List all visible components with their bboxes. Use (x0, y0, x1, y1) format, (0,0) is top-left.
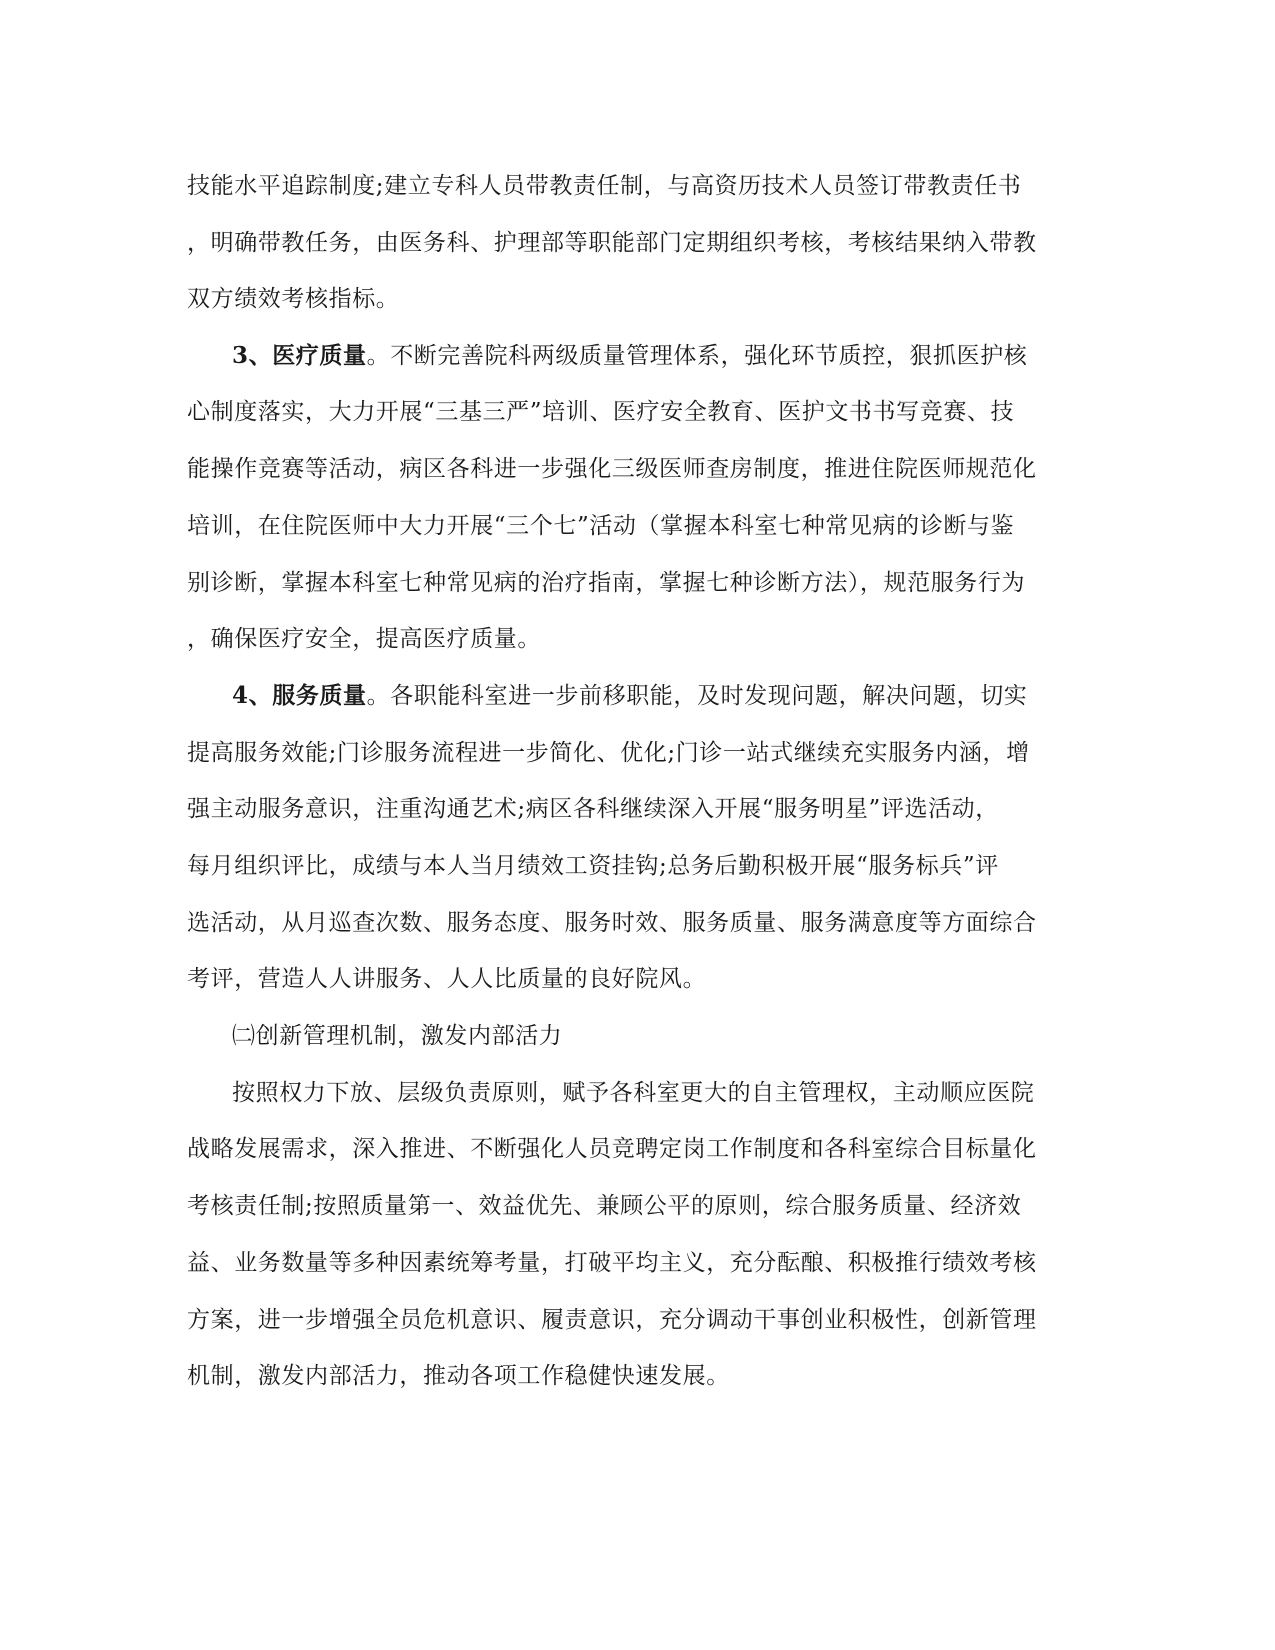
body-line: 益、业务数量等多种因素统筹考量，打破平均主义，充分酝酿、积极推行绩效考核 (187, 1250, 1037, 1276)
body-line: 能操作竞赛等活动，病区各科进一步强化三级医师查房制度，推进住院医师规范化 (187, 456, 1037, 482)
body-line: 按照权力下放、层级负责原则，赋予各科室更大的自主管理权，主动顺应医院 (232, 1080, 1035, 1106)
body-line: 技能水平追踪制度;建立专科人员带教责任制，与高资历技术人员签订带教责任书 (187, 173, 1022, 199)
body-line: 考评，营造人人讲服务、人人比质量的良好院风。 (187, 966, 707, 992)
body-line: 战略发展需求，深入推进、不断强化人员竞聘定岗工作制度和各科室综合目标量化 (187, 1136, 1037, 1162)
body-line: 每月组织评比，成绩与本人当月绩效工资挂钩;总务后勤积极开展“服务标兵”评 (187, 853, 999, 879)
body-line: ，明确带教任务，由医务科、护理部等职能部门定期组织考核，考核结果纳入带教 (187, 230, 1037, 256)
body-line: 心制度落实，大力开展“三基三严”培训、医疗安全教育、医护文书书写竞赛、技 (187, 399, 1015, 425)
section-4-text: 。各职能科室进一步前移职能，及时发现问题，解决问题，切实 (366, 683, 1028, 709)
body-line: 方案，进一步增强全员危机意识、履责意识，充分调动干事创业积极性，创新管理 (187, 1307, 1037, 1333)
body-line: 双方绩效考核指标。 (187, 286, 400, 312)
section-4-heading: 4、服务质量 (232, 682, 367, 709)
body-line: 培训，在住院医师中大力开展“三个七”活动（掌握本科室七种常见病的诊断与鉴 (187, 513, 1015, 539)
section-3-text: 。不断完善院科两级质量管理体系，强化环节质控，狠抓医护核 (366, 343, 1028, 369)
body-line: 强主动服务意识，注重沟通艺术;病区各科继续深入开展“服务明星”评选活动， (187, 796, 999, 822)
section-4-line (232, 681, 1132, 711)
subsection-heading: ㈡创新管理机制，激发内部活力 (232, 1023, 563, 1049)
body-line: 考核责任制;按照质量第一、效益优先、兼顾公平的原则，综合服务质量、经济效 (187, 1193, 1022, 1219)
body-line: 别诊断，掌握本科室七种常见病的治疗指南，掌握七种诊断方法），规范服务行为 (187, 570, 1026, 596)
body-line: 提高服务效能;门诊服务流程进一步简化、优化;门诊一站式继续充实服务内涵，增 (187, 740, 1030, 766)
body-line: 选活动，从月巡查次数、服务态度、服务时效、服务质量、服务满意度等方面综合 (187, 910, 1037, 936)
body-line: 机制，激发内部活力，推动各项工作稳健快速发展。 (187, 1363, 730, 1389)
section-3-line (232, 341, 1132, 371)
body-line: ，确保医疗安全，提高医疗质量。 (187, 626, 541, 652)
section-3-heading: 3、医疗质量 (232, 342, 367, 369)
